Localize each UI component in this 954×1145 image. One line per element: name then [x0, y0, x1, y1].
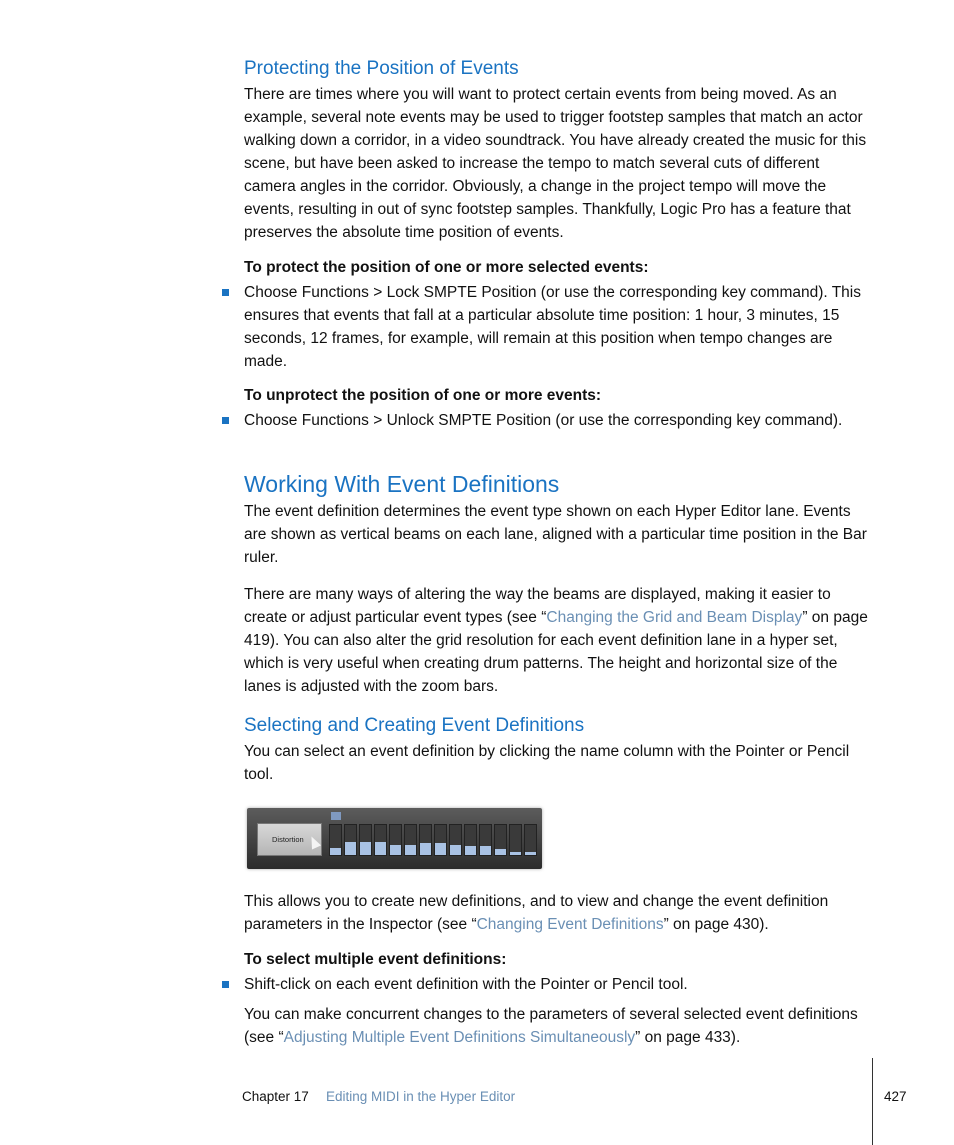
link-changing-event-definitions[interactable]: Changing Event Definitions	[476, 916, 664, 933]
protect-paragraph	[244, 83, 872, 244]
working-text-2b: ” on page 419). You can also alter the grid resolution for each event definition lane in a hyper set, which is very useful when creating drum patterns. The height and horizontal size of the lanes is adjusted with the zoom bars.	[244, 609, 868, 695]
page-number: 427	[884, 1089, 907, 1104]
bullet-square-icon	[222, 981, 229, 988]
event-beam-level	[450, 845, 461, 856]
allows-text-b: ” on page 430).	[663, 916, 769, 933]
working-paragraph-2	[244, 583, 872, 698]
event-beam[interactable]	[344, 824, 357, 856]
event-beam[interactable]	[479, 824, 492, 856]
footer-chapter-title[interactable]: Editing MIDI in the Hyper Editor	[326, 1089, 516, 1104]
event-beam[interactable]	[509, 824, 522, 856]
event-beam-level	[405, 845, 416, 856]
concurrent-text-b: ” on page 433).	[635, 1029, 741, 1046]
working-paragraph-1	[244, 500, 872, 569]
event-beam-level	[435, 843, 446, 855]
event-beam[interactable]	[359, 824, 372, 856]
event-beam-level	[465, 846, 476, 855]
unprotect-bullet-item	[222, 409, 872, 432]
unprotect-bullet-text: Choose Functions > Unlock SMPTE Position (or use the corresponding key command).	[244, 412, 843, 429]
event-beam-level	[495, 849, 506, 855]
event-beam-level	[360, 842, 371, 856]
event-beam[interactable]	[494, 824, 507, 856]
footer-chapter: Chapter 17	[242, 1089, 309, 1104]
section-heading-working: Working With Event Definitions	[244, 471, 560, 497]
event-beam-level	[330, 848, 341, 856]
protect-procedure-title: To protect the position of one or more selected events:	[244, 259, 649, 276]
event-beam[interactable]	[329, 824, 342, 856]
unprotect-procedure-title: To unprotect the position of one or more events:	[244, 387, 602, 404]
link-adjusting-multiple[interactable]: Adjusting Multiple Event Definitions Simultaneously	[283, 1029, 636, 1046]
hyper-editor-screenshot	[247, 808, 542, 869]
event-beam[interactable]	[389, 824, 402, 856]
event-beam-level	[345, 842, 356, 856]
footer-divider	[872, 1058, 873, 1145]
event-beam-level	[480, 846, 491, 855]
concurrent-paragraph	[244, 1003, 872, 1049]
event-beam-level	[420, 843, 431, 855]
event-beam[interactable]	[464, 824, 477, 856]
event-beam-level	[375, 842, 386, 856]
event-beam[interactable]	[524, 824, 537, 856]
protect-text: There are times where you will want to protect certain events from being moved. As an example, several note events may be used to trigger footstep samples that match an actor walking down a corridor, in a video soundtrack. You have already created the music for this scene, but have been asked to increase the tempo to match several cuts of different camera angles in the corridor. Obviously, a change in the project tempo will move the events, resulting in out of sync footstep samples. Thankfully, Logic Pro has a feature that preserves the absolute time position of events.	[244, 86, 867, 241]
event-beam-level	[510, 852, 521, 855]
bullet-square-icon	[222, 289, 229, 296]
multi-procedure-title: To select multiple event definitions:	[244, 951, 507, 968]
selecting-text: You can select an event definition by clicking the name column with the Pointer or Pencil tool.	[244, 743, 850, 783]
event-definition-name: Distortion	[272, 835, 304, 844]
event-beam-level	[525, 852, 536, 855]
concurrent-text-a: You can make concurrent changes to the parameters of several selected event definitions (see “	[244, 1006, 858, 1046]
allows-text-a: This allows you to create new definitions, and to view and change the event definition parameters in the Inspector (see “	[244, 893, 829, 933]
event-beam[interactable]	[374, 824, 387, 856]
selecting-paragraph	[244, 740, 872, 786]
bullet-square-icon	[222, 417, 229, 424]
event-beam-level	[390, 845, 401, 856]
event-beam[interactable]	[404, 824, 417, 856]
working-text-2a: There are many ways of altering the way the beams are displayed, making it easier to create or adjust particular event types (see “	[244, 586, 831, 626]
event-beam[interactable]	[434, 824, 447, 856]
protect-bullet-item	[222, 281, 872, 373]
selection-marker	[331, 812, 341, 820]
event-beam[interactable]	[419, 824, 432, 856]
event-beam[interactable]	[449, 824, 462, 856]
allows-paragraph	[244, 890, 872, 936]
link-grid-beam-display[interactable]: Changing the Grid and Beam Display	[546, 609, 803, 626]
multi-bullet-text: Shift-click on each event definition with the Pointer or Pencil tool.	[244, 976, 688, 993]
protect-bullet-text: Choose Functions > Lock SMPTE Position (or use the corresponding key command). This ensures that events that fall at a particular absolute time position: 1 hour, 3 minutes, 15 seconds, 12 frames, for example, will remain at this position when tempo changes are made.	[244, 284, 861, 370]
working-text-1: The event definition determines the event type shown on each Hyper Editor lane. Events are shown as vertical beams on each lane, aligned with a particular time position in the Bar ruler.	[244, 503, 867, 566]
section-heading-selecting: Selecting and Creating Event Definitions	[244, 715, 585, 736]
multi-bullet-item	[222, 973, 872, 996]
section-heading-protecting: Protecting the Position of Events	[244, 58, 519, 79]
